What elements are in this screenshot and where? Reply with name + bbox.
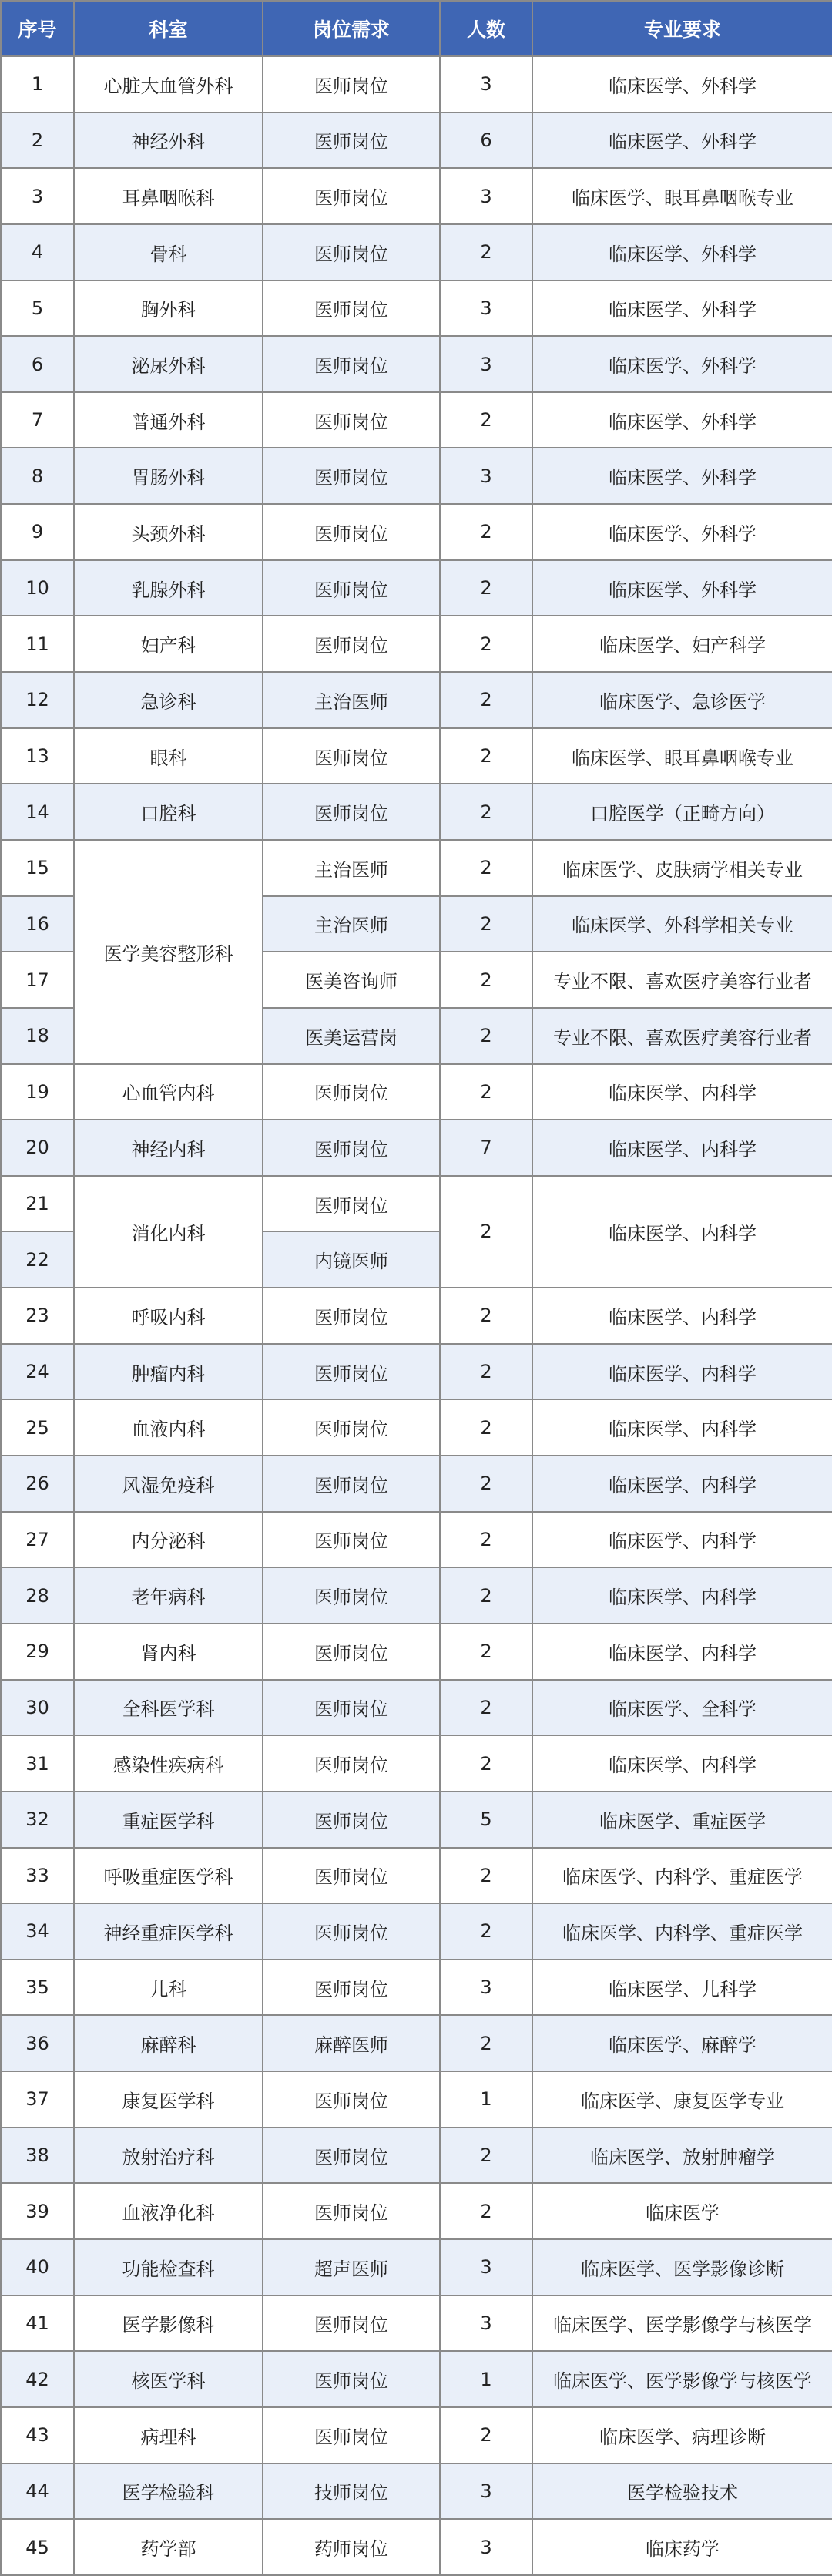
cell-requirement: 临床医学、外科学 [532, 224, 832, 280]
cell-dept: 风湿免疫科 [74, 1456, 263, 1512]
cell-requirement: 临床医学、内科学 [532, 1624, 832, 1680]
cell-requirement: 临床医学、病理诊断 [532, 2407, 832, 2463]
cell-count: 2 [440, 1288, 532, 1344]
cell-dept: 功能检查科 [74, 2239, 263, 2296]
cell-position: 医师岗位 [263, 2407, 440, 2463]
cell-count: 1 [440, 2351, 532, 2407]
cell-num: 8 [1, 448, 74, 504]
table-row [1, 1064, 832, 1120]
cell-count: 2 [440, 784, 532, 840]
cell-requirement: 临床医学、皮肤病学相关专业 [532, 840, 832, 896]
cell-requirement: 临床医学、内科学 [532, 1735, 832, 1792]
cell-dept: 普通外科 [74, 392, 263, 448]
table-row [1, 2239, 832, 2296]
cell-count: 2 [440, 2407, 532, 2463]
table-row [1, 2463, 832, 2520]
cell-num: 11 [1, 616, 74, 672]
cell-dept: 心脏大血管外科 [74, 56, 263, 113]
cell-position: 医美咨询师 [263, 952, 440, 1008]
table-row [1, 672, 832, 728]
cell-dept: 医学美容整形科 [74, 840, 263, 1064]
table-row [1, 1456, 832, 1512]
cell-num: 38 [1, 2128, 74, 2184]
cell-position: 医师岗位 [263, 113, 440, 169]
cell-num: 15 [1, 840, 74, 896]
cell-dept: 胃肠外科 [74, 448, 263, 504]
cell-num: 27 [1, 1512, 74, 1568]
cell-num: 32 [1, 1792, 74, 1848]
table-row [1, 1960, 832, 2016]
cell-position: 麻醉医师 [263, 2015, 440, 2071]
cell-dept: 麻醉科 [74, 2015, 263, 2071]
cell-num: 18 [1, 1008, 74, 1064]
cell-dept: 泌尿外科 [74, 336, 263, 392]
table-row [1, 1120, 832, 1176]
cell-num: 37 [1, 2071, 74, 2128]
cell-count: 3 [440, 2239, 532, 2296]
cell-count: 2 [440, 616, 532, 672]
cell-dept: 耳鼻咽喉科 [74, 168, 263, 224]
cell-requirement: 临床医学、内科学 [532, 1567, 832, 1624]
header-count: 人数 [440, 1, 532, 56]
cell-position: 医师岗位 [263, 2296, 440, 2352]
cell-num: 31 [1, 1735, 74, 1792]
cell-position: 医师岗位 [263, 56, 440, 113]
table-row [1, 1399, 832, 1456]
cell-position: 医师岗位 [263, 1960, 440, 2016]
cell-requirement: 口腔医学（正畸方向） [532, 784, 832, 840]
table-row [1, 1288, 832, 1344]
table-row [1, 504, 832, 560]
table-row [1, 560, 832, 616]
cell-num: 24 [1, 1344, 74, 1400]
table-row [1, 1344, 832, 1400]
cell-num: 40 [1, 2239, 74, 2296]
cell-count: 2 [440, 1008, 532, 1064]
table-row [1, 224, 832, 280]
cell-position: 医师岗位 [263, 1399, 440, 1456]
cell-dept: 感染性疾病科 [74, 1735, 263, 1792]
cell-count: 2 [440, 1680, 532, 1736]
cell-count: 2 [440, 560, 532, 616]
cell-count: 2 [440, 1512, 532, 1568]
cell-num: 1 [1, 56, 74, 113]
cell-num: 35 [1, 1960, 74, 2016]
table-row [1, 56, 832, 113]
cell-position: 医师岗位 [263, 1680, 440, 1736]
cell-position: 医师岗位 [263, 1792, 440, 1848]
cell-requirement: 临床医学、眼耳鼻咽喉专业 [532, 168, 832, 224]
cell-num: 45 [1, 2519, 74, 2575]
cell-requirement: 专业不限、喜欢医疗美容行业者 [532, 952, 832, 1008]
cell-dept: 血液内科 [74, 1399, 263, 1456]
cell-num: 13 [1, 728, 74, 784]
cell-requirement: 临床医学、全科学 [532, 1680, 832, 1736]
cell-requirement: 临床医学、麻醉学 [532, 2015, 832, 2071]
table-row [1, 728, 832, 784]
table-row [1, 2015, 832, 2071]
header-requirement: 专业要求 [532, 1, 832, 56]
cell-count: 2 [440, 224, 532, 280]
cell-num: 4 [1, 224, 74, 280]
cell-requirement: 临床医学、内科学 [532, 1064, 832, 1120]
cell-requirement: 临床医学、医学影像学与核医学 [532, 2351, 832, 2407]
cell-num: 33 [1, 1848, 74, 1904]
cell-num: 9 [1, 504, 74, 560]
cell-dept: 呼吸内科 [74, 1288, 263, 1344]
cell-requirement: 临床医学、康复医学专业 [532, 2071, 832, 2128]
table-row [1, 2071, 832, 2128]
cell-num: 12 [1, 672, 74, 728]
cell-requirement: 医学检验技术 [532, 2463, 832, 2520]
cell-count: 2 [440, 1176, 532, 1288]
cell-dept: 肾内科 [74, 1624, 263, 1680]
table-row [1, 2296, 832, 2352]
cell-position: 内镜医师 [263, 1231, 440, 1288]
cell-position: 医师岗位 [263, 1064, 440, 1120]
cell-requirement: 专业不限、喜欢医疗美容行业者 [532, 1008, 832, 1064]
cell-num: 3 [1, 168, 74, 224]
cell-requirement: 临床医学、外科学 [532, 392, 832, 448]
cell-num: 44 [1, 2463, 74, 2520]
cell-requirement: 临床医学、外科学相关专业 [532, 896, 832, 952]
cell-num: 7 [1, 392, 74, 448]
cell-requirement: 临床医学、外科学 [532, 336, 832, 392]
cell-num: 14 [1, 784, 74, 840]
cell-count: 2 [440, 672, 532, 728]
cell-num: 36 [1, 2015, 74, 2071]
cell-count: 2 [440, 1903, 532, 1960]
cell-num: 22 [1, 1231, 74, 1288]
cell-count: 2 [440, 2183, 532, 2239]
cell-requirement: 临床医学、内科学 [532, 1344, 832, 1400]
header-num: 序号 [1, 1, 74, 56]
cell-position: 医师岗位 [263, 2128, 440, 2184]
cell-requirement: 临床医学、重症医学 [532, 1792, 832, 1848]
cell-count: 2 [440, 840, 532, 896]
cell-position: 技师岗位 [263, 2463, 440, 2520]
cell-count: 6 [440, 113, 532, 169]
cell-position: 医师岗位 [263, 1120, 440, 1176]
cell-dept: 医学检验科 [74, 2463, 263, 2520]
cell-requirement: 临床医学、外科学 [532, 448, 832, 504]
cell-requirement: 临床医学、放射肿瘤学 [532, 2128, 832, 2184]
cell-requirement: 临床医学、外科学 [532, 560, 832, 616]
cell-position: 医师岗位 [263, 1848, 440, 1904]
cell-requirement: 临床医学、医学影像学与核医学 [532, 2296, 832, 2352]
cell-dept: 骨科 [74, 224, 263, 280]
cell-requirement: 临床医学、内科学 [532, 1288, 832, 1344]
cell-count: 3 [440, 280, 532, 337]
cell-position: 医师岗位 [263, 1567, 440, 1624]
cell-dept: 血液净化科 [74, 2183, 263, 2239]
cell-count: 2 [440, 2015, 532, 2071]
cell-position: 医师岗位 [263, 1176, 440, 1232]
cell-requirement: 临床医学、急诊医学 [532, 672, 832, 728]
cell-dept: 心血管内科 [74, 1064, 263, 1120]
cell-requirement: 临床医学、内科学 [532, 1512, 832, 1568]
header-dept: 科室 [74, 1, 263, 56]
cell-requirement: 临床医学、外科学 [532, 504, 832, 560]
cell-requirement: 临床医学、外科学 [532, 56, 832, 113]
cell-num: 28 [1, 1567, 74, 1624]
cell-dept: 头颈外科 [74, 504, 263, 560]
cell-count: 7 [440, 1120, 532, 1176]
cell-num: 43 [1, 2407, 74, 2463]
cell-dept: 全科医学科 [74, 1680, 263, 1736]
table-row [1, 1792, 832, 1848]
cell-dept: 核医学科 [74, 2351, 263, 2407]
cell-position: 医师岗位 [263, 168, 440, 224]
cell-dept: 乳腺外科 [74, 560, 263, 616]
table-row [1, 2128, 832, 2184]
cell-requirement: 临床医学、外科学 [532, 113, 832, 169]
cell-num: 41 [1, 2296, 74, 2352]
cell-requirement: 临床医学、内科学 [532, 1176, 832, 1288]
cell-count: 2 [440, 392, 532, 448]
cell-position: 医师岗位 [263, 728, 440, 784]
cell-count: 2 [440, 1064, 532, 1120]
cell-dept: 眼科 [74, 728, 263, 784]
table-row [1, 336, 832, 392]
cell-count: 2 [440, 504, 532, 560]
cell-num: 20 [1, 1120, 74, 1176]
cell-count: 2 [440, 728, 532, 784]
cell-count: 2 [440, 1735, 532, 1792]
cell-num: 17 [1, 952, 74, 1008]
cell-dept: 口腔科 [74, 784, 263, 840]
table-row [1, 280, 832, 337]
cell-num: 19 [1, 1064, 74, 1120]
table-row [1, 2351, 832, 2407]
cell-count: 2 [440, 896, 532, 952]
table-row [1, 1176, 832, 1232]
table-row [1, 1567, 832, 1624]
cell-dept: 神经外科 [74, 113, 263, 169]
table-row [1, 2183, 832, 2239]
cell-count: 3 [440, 2296, 532, 2352]
cell-position: 超声医师 [263, 2239, 440, 2296]
cell-count: 3 [440, 2519, 532, 2575]
cell-position: 医师岗位 [263, 1512, 440, 1568]
cell-num: 2 [1, 113, 74, 169]
table-row [1, 1680, 832, 1736]
cell-count: 2 [440, 1456, 532, 1512]
table-row [1, 392, 832, 448]
table-row [1, 616, 832, 672]
cell-requirement: 临床医学、医学影像诊断 [532, 2239, 832, 2296]
table-row [1, 1512, 832, 1568]
cell-requirement: 临床医学、内科学 [532, 1399, 832, 1456]
cell-position: 医师岗位 [263, 392, 440, 448]
cell-position: 医师岗位 [263, 1288, 440, 1344]
cell-requirement: 临床医学、眼耳鼻咽喉专业 [532, 728, 832, 784]
cell-position: 医师岗位 [263, 504, 440, 560]
table-row [1, 1624, 832, 1680]
table-row [1, 1903, 832, 1960]
cell-num: 26 [1, 1456, 74, 1512]
cell-count: 2 [440, 1567, 532, 1624]
cell-count: 3 [440, 2463, 532, 2520]
cell-requirement: 临床医学、内科学 [532, 1456, 832, 1512]
cell-count: 2 [440, 1848, 532, 1904]
cell-position: 医师岗位 [263, 560, 440, 616]
cell-count: 2 [440, 1344, 532, 1400]
table-body [1, 56, 832, 2575]
cell-dept: 内分泌科 [74, 1512, 263, 1568]
cell-num: 21 [1, 1176, 74, 1232]
cell-position: 医师岗位 [263, 280, 440, 337]
cell-requirement: 临床药学 [532, 2519, 832, 2575]
table-row [1, 168, 832, 224]
cell-count: 2 [440, 952, 532, 1008]
table-row [1, 2407, 832, 2463]
cell-position: 医师岗位 [263, 616, 440, 672]
cell-requirement: 临床医学、内科学、重症医学 [532, 1848, 832, 1904]
table-row [1, 448, 832, 504]
cell-position: 医师岗位 [263, 2351, 440, 2407]
cell-dept: 肿瘤内科 [74, 1344, 263, 1400]
cell-count: 2 [440, 2128, 532, 2184]
cell-dept: 放射治疗科 [74, 2128, 263, 2184]
cell-dept: 重症医学科 [74, 1792, 263, 1848]
cell-requirement: 临床医学、外科学 [532, 280, 832, 337]
cell-count: 5 [440, 1792, 532, 1848]
cell-num: 30 [1, 1680, 74, 1736]
table-row [1, 113, 832, 169]
cell-dept: 急诊科 [74, 672, 263, 728]
cell-dept: 病理科 [74, 2407, 263, 2463]
cell-count: 2 [440, 1399, 532, 1456]
cell-dept: 神经内科 [74, 1120, 263, 1176]
cell-position: 医师岗位 [263, 336, 440, 392]
cell-count: 3 [440, 448, 532, 504]
cell-num: 39 [1, 2183, 74, 2239]
cell-requirement: 临床医学 [532, 2183, 832, 2239]
cell-num: 6 [1, 336, 74, 392]
cell-count: 1 [440, 2071, 532, 2128]
cell-dept: 药学部 [74, 2519, 263, 2575]
cell-position: 医师岗位 [263, 1456, 440, 1512]
cell-position: 医师岗位 [263, 1624, 440, 1680]
cell-requirement: 临床医学、儿科学 [532, 1960, 832, 2016]
cell-num: 10 [1, 560, 74, 616]
cell-position: 医师岗位 [263, 1903, 440, 1960]
cell-dept: 神经重症医学科 [74, 1903, 263, 1960]
cell-position: 药师岗位 [263, 2519, 440, 2575]
cell-dept: 康复医学科 [74, 2071, 263, 2128]
cell-dept: 老年病科 [74, 1567, 263, 1624]
cell-count: 3 [440, 56, 532, 113]
cell-position: 医师岗位 [263, 2183, 440, 2239]
cell-num: 29 [1, 1624, 74, 1680]
cell-num: 23 [1, 1288, 74, 1344]
cell-position: 医师岗位 [263, 784, 440, 840]
header-position: 岗位需求 [263, 1, 440, 56]
cell-position: 医师岗位 [263, 1735, 440, 1792]
cell-position: 医师岗位 [263, 1344, 440, 1400]
cell-num: 16 [1, 896, 74, 952]
cell-position: 主治医师 [263, 840, 440, 896]
cell-num: 42 [1, 2351, 74, 2407]
cell-num: 5 [1, 280, 74, 337]
cell-position: 主治医师 [263, 672, 440, 728]
cell-dept: 消化内科 [74, 1176, 263, 1288]
cell-position: 医师岗位 [263, 2071, 440, 2128]
cell-num: 25 [1, 1399, 74, 1456]
cell-count: 2 [440, 1624, 532, 1680]
cell-position: 医师岗位 [263, 224, 440, 280]
cell-num: 34 [1, 1903, 74, 1960]
table-row [1, 784, 832, 840]
table-row [1, 2519, 832, 2575]
header-row [1, 1, 832, 56]
cell-dept: 胸外科 [74, 280, 263, 337]
table-row [1, 1848, 832, 1904]
cell-dept: 儿科 [74, 1960, 263, 2016]
table-row [1, 1735, 832, 1792]
cell-dept: 妇产科 [74, 616, 263, 672]
cell-requirement: 临床医学、内科学 [532, 1120, 832, 1176]
cell-requirement: 临床医学、内科学、重症医学 [532, 1903, 832, 1960]
cell-dept: 医学影像科 [74, 2296, 263, 2352]
table-row [1, 840, 832, 896]
cell-position: 医师岗位 [263, 448, 440, 504]
cell-position: 医美运营岗 [263, 1008, 440, 1064]
cell-count: 3 [440, 336, 532, 392]
cell-count: 3 [440, 168, 532, 224]
cell-dept: 呼吸重症医学科 [74, 1848, 263, 1904]
cell-position: 主治医师 [263, 896, 440, 952]
cell-requirement: 临床医学、妇产科学 [532, 616, 832, 672]
cell-count: 3 [440, 1960, 532, 2016]
